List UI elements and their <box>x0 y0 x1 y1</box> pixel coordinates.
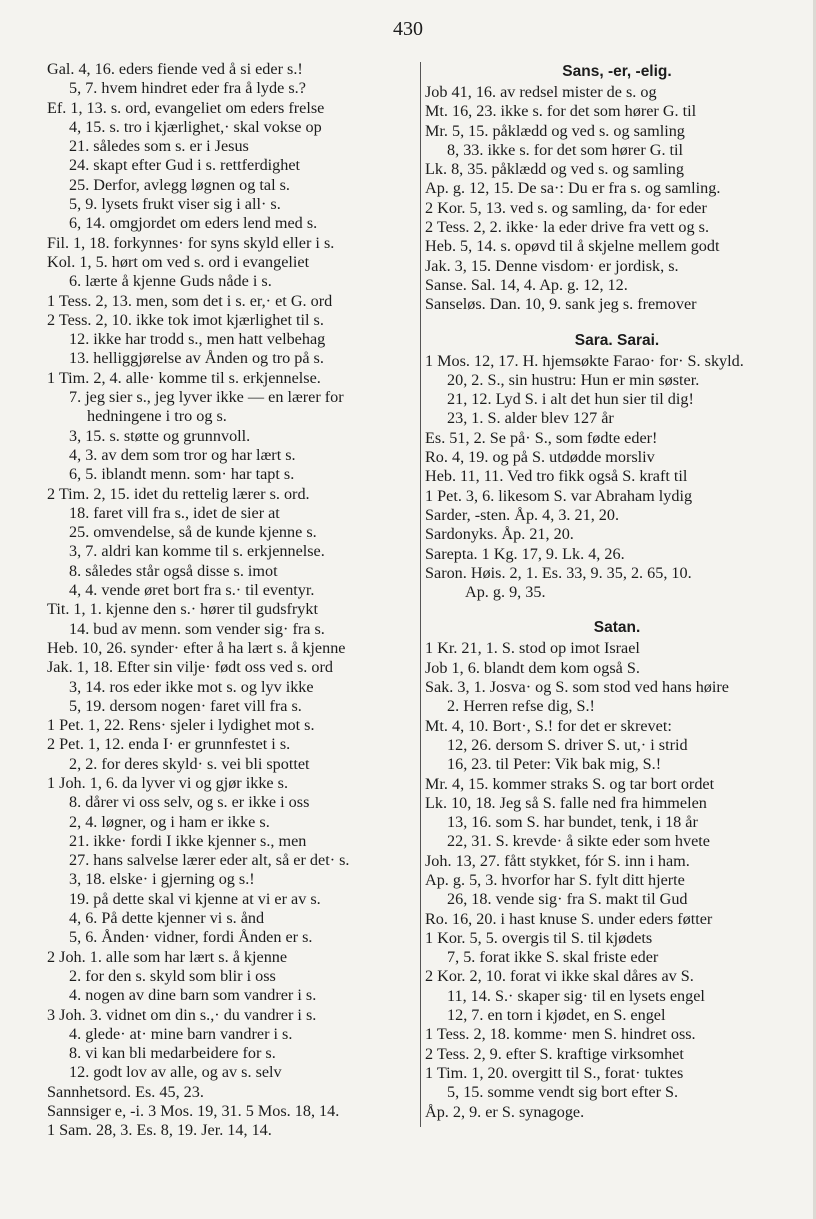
entry-line: 2 Joh. 1. alle som har lært s. å kjenne <box>47 947 288 966</box>
entry-line: 14. bud av menn. som vender sig· fra s. <box>69 619 325 638</box>
entry-line: 6. lærte å kjenne Guds nåde i s. <box>69 272 272 291</box>
entry-line: 2 Kor. 2, 10. forat vi ikke skal dåres av S. <box>425 967 694 986</box>
entry-line: 1 Tess. 2, 13. men, som det i s. er,· et G. ord <box>47 291 333 310</box>
entry-line: Ro. 16, 20. i hast knuse S. under eders føtter <box>425 909 713 928</box>
entry-line: Mt. 4, 10. Bort·, S.! for det er skrevet: <box>425 716 672 735</box>
entry-line: 3, 7. aldri kan komme til s. erkjennelse. <box>69 542 325 561</box>
entry-line: 1 Tim. 2, 4. alle· komme til s. erkjennelse. <box>47 368 321 387</box>
entry-line: 2 Tess. 2, 9. efter S. kraftige virksomhet <box>425 1044 684 1063</box>
section-heading: Sans, -er, -elig. <box>562 63 672 80</box>
entry-line: Ap. g. 9, 35. <box>465 583 546 602</box>
spacer <box>425 315 809 329</box>
entry-line: 21, 12. Lyd S. i alt det hun sier til dig! <box>447 390 694 409</box>
entry-line: Mr. 4, 15. kommer straks S. og tar bort ordet <box>425 774 715 793</box>
page-number: 430 <box>393 18 423 40</box>
entry-line: Sanseløs. Dan. 10, 9. sank jeg s. fremover <box>425 295 697 314</box>
entry-line: hedningene i tro og s. <box>87 407 227 426</box>
entry-line: Job 41, 16. av redsel mister de s. og <box>425 83 657 101</box>
entry-line: 27. hans salvelse lærer eder alt, så er det· s. <box>69 851 350 870</box>
entry-line: 5, 6. Ånden· vidner, fordi Ånden er s. <box>69 928 313 947</box>
entry-line: Lk. 10, 18. Jeg så S. falle ned fra himmelen <box>425 793 707 812</box>
entry-line: 19. på dette skal vi kjenne at vi er av s. <box>69 889 321 908</box>
entry-line: Fil. 1, 18. forkynnes· for syns skyld eller i s. <box>47 233 335 252</box>
entry-line: 26, 18. vende sig· fra S. makt til Gud <box>447 890 688 909</box>
entry-line: 4, 4. vende øret bort fra s.· til eventyr. <box>69 581 315 600</box>
entry-line: 3, 14. ros eder ikke mot s. og lyv ikke <box>69 677 314 696</box>
left-column <box>47 60 421 1141</box>
spacer <box>425 602 809 616</box>
section-heading: Satan. <box>593 619 641 637</box>
entry-line: 2 Tim. 2, 15. idet du rettelig lærer s. ord. <box>47 484 310 503</box>
entry-line: 1 Joh. 1, 6. da lyver vi og gjør ikke s. <box>47 773 288 792</box>
entry-line: 13. helliggjørelse av Ånden og tro på s. <box>69 349 324 368</box>
entry-line: 12, 7. en torn i kjødet, en S. engel <box>447 1006 666 1025</box>
entry-line: 2, 4. løgner, og i ham er ikke s. <box>69 812 270 831</box>
entry-line: 16, 23. til Peter: Vik bak mig, S.! <box>447 755 662 774</box>
entry-line: 5, 7. hvem hindret eder fra å lyde s.? <box>69 79 306 98</box>
entry-line: Ro. 4, 19. og på S. utdødde morsliv <box>425 448 655 467</box>
entry-line: Åp. 2, 9. er S. synagoge. <box>425 1102 585 1121</box>
section-heading: Sara. Sarai. <box>574 331 660 349</box>
entry-line: 25. omvendelse, så de kunde kjenne s. <box>69 523 317 542</box>
entry-line: Heb. 5, 14. s. opøvd til å skjelne mellem godt <box>425 237 720 256</box>
entry-line: 8. vi kan bli medarbeidere for s. <box>69 1044 276 1063</box>
entry-line: Lk. 8, 35. påklædd og ved s. og samling <box>425 160 684 179</box>
entry-line: 3, 15. s. støtte og grunnvoll. <box>69 426 251 445</box>
entry-line: 3, 18. elske· i gjerning og s.! <box>69 870 255 889</box>
entry-line: Sannsiger e, -i. 3 Mos. 19, 31. 5 Mos. 18, 14. <box>47 1102 340 1121</box>
entry-line: 4, 3. av dem som tror og har lært s. <box>69 445 296 464</box>
entry-line: 5, 15. somme vendt sig bort efter S. <box>447 1083 679 1102</box>
entry-line: 8. dårer vi oss selv, og s. er ikke i oss <box>69 793 310 812</box>
entry-line: Ap. g. 5, 3. hvorfor har S. fylt ditt hjerte <box>425 870 685 889</box>
entry-line: 2 Tess. 2, 2. ikke· la eder drive fra vett og s. <box>425 218 710 237</box>
entry-line: 8, 33. ikke s. for det som hører G. til <box>447 140 684 159</box>
entry-line: 4, 15. s. tro i kjærlighet,· skal vokse op <box>69 117 322 136</box>
entry-line: 18. faret vill fra s., idet de sier at <box>69 503 280 522</box>
entry-line: Job 1, 6. blandt dem kom også S. <box>425 658 640 677</box>
entry-line: 12. ikke har trodd s., men hatt velbehag <box>69 330 326 349</box>
entry-line: 22, 31. S. krevde· å sikte eder som hvete <box>447 832 710 851</box>
entry-line: 24. skapt efter Gud i s. rettferdighet <box>69 156 301 175</box>
entry-line: 7. jeg sier s., jeg lyver ikke — en lærer for <box>69 388 344 407</box>
entry-line: Jak. 3, 15. Denne visdom· er jordisk, s. <box>425 256 679 275</box>
entry-line: 1 Sam. 28, 3. Es. 8, 19. Jer. 14, 14. <box>47 1121 272 1140</box>
entry-line: 8. således står også disse s. imot <box>69 561 278 580</box>
entry-line: 1 Kor. 5, 5. overgis til S. til kjødets <box>425 928 653 947</box>
entry-line: Mr. 5, 15. påklædd og ved s. og samling <box>425 121 685 140</box>
entry-line: Kol. 1, 5. hørt om ved s. ord i evangeliet <box>47 252 310 271</box>
entry-line: Sardonyks. Åp. 21, 20. <box>425 525 574 544</box>
entry-line: Sanse. Sal. 14, 4. Ap. g. 12, 12. <box>425 275 628 294</box>
entry-line: 2, 2. for deres skyld· s. vei bli spottet <box>69 754 310 773</box>
entry-line: 1 Pet. 1, 22. Rens· sjeler i lydighet mot s. <box>47 716 315 735</box>
entry-line: Ap. g. 12, 15. De sa·: Du er fra s. og samling. <box>425 179 721 198</box>
entry-line: Mt. 16, 23. ikke s. for det som hører G. til <box>425 102 697 121</box>
entry-line: 4. glede· at· mine barn vandrer i s. <box>69 1024 293 1043</box>
entry-line: 6, 14. omgjordet om eders lend med s. <box>69 214 318 233</box>
entry-line: 2. for den s. skyld som blir i oss <box>69 966 276 985</box>
entry-line: Sak. 3, 1. Josva· og S. som stod ved hans høire <box>425 678 729 697</box>
entry-line: Ef. 1, 13. s. ord, evangeliet om eders frelse <box>47 98 325 117</box>
entry-line: 25. Derfor, avlegg løgnen og tal s. <box>69 175 290 194</box>
entry-line: Joh. 13, 27. fått stykket, fór S. inn i ham. <box>425 851 690 870</box>
entry-line: 6, 5. iblandt menn. som· har tapt s. <box>69 465 295 484</box>
entry-line: Tit. 1, 1. kjenne den s.· hører til gudsfrykt <box>47 600 318 619</box>
entry-line: 7, 5. forat ikke S. skal friste eder <box>447 948 659 967</box>
entry-line: Sarder, -sten. Åp. 4, 3. 21, 20. <box>425 505 620 524</box>
entry-line: 1 Mos. 12, 17. H. hjemsøkte Farao· for· S. skyld. <box>425 351 744 370</box>
entry-line: 1 Kr. 21, 1. S. stod op imot Israel <box>425 639 640 658</box>
entry-line: Heb. 11, 11. Ved tro fikk også S. kraft til <box>425 467 688 486</box>
entry-line: Gal. 4, 16. eders fiende ved å si eder s.! <box>47 60 303 78</box>
entry-line: 20, 2. S., sin hustru: Hun er min søster. <box>447 370 700 389</box>
entry-line: 5, 19. dersom nogen· faret vill fra s. <box>69 696 302 715</box>
entry-line: 11, 14. S.· skaper sig· til en lysets engel <box>447 986 705 1005</box>
entry-line: Heb. 10, 26. synder· efter å ha lært s. å kjenne <box>47 638 346 657</box>
entry-line: 1 Tim. 1, 20. overgitt til S., forat· tuktes <box>425 1063 684 1082</box>
entry-line: 21. ikke· fordi I ikke kjenner s., men <box>69 831 307 850</box>
entry-line: 23, 1. S. alder blev 127 år <box>447 409 614 428</box>
entry-line: 5, 9. lysets frukt viser sig i all· s. <box>69 195 281 214</box>
entry-line: Es. 51, 2. Se på· S., som fødte eder! <box>425 428 658 447</box>
entry-line: 12, 26. dersom S. driver S. ut,· i strid <box>447 735 688 754</box>
entry-line: 1 Pet. 3, 6. likesom S. var Abraham lydig <box>425 486 693 505</box>
entry-line: 13, 16. som S. har bundet, tenk, i 18 år <box>447 813 698 832</box>
entry-line: Sannhetsord. Es. 45, 23. <box>47 1082 204 1101</box>
entry-line: 4, 6. På dette kjenner vi s. ånd <box>69 909 265 928</box>
entry-line: 1 Tess. 2, 18. komme· men S. hindret oss. <box>425 1025 696 1044</box>
entry-line: 3 Joh. 3. vidnet om din s.,· du vandrer i s. <box>47 1005 317 1024</box>
entry-line: 4. nogen av dine barn som vandrer i s. <box>69 986 317 1005</box>
entry-line: Sarepta. 1 Kg. 17, 9. Lk. 4, 26. <box>425 544 625 563</box>
entry-line: 12. godt lov av alle, og av s. selv <box>69 1063 282 1082</box>
entry-line: 2. Herren refse dig, S.! <box>447 697 595 716</box>
entry-line: 21. således som s. er i Jesus <box>69 137 249 156</box>
entry-line: 2 Tess. 2, 10. ikke tok imot kjærlighet til s. <box>47 310 324 329</box>
entry-line: Saron. Høis. 2, 1. Es. 33, 9. 35, 2. 65, 10. <box>425 563 692 582</box>
right-column <box>425 60 809 1122</box>
entry-line: 2 Kor. 5, 13. ved s. og samling, da· for eder <box>425 198 707 217</box>
entry-line: Jak. 1, 18. Efter sin vilje· født oss ved s. ord <box>47 658 333 677</box>
entry-line: 2 Pet. 1, 12. enda I· er grunnfestet i s. <box>47 735 291 754</box>
